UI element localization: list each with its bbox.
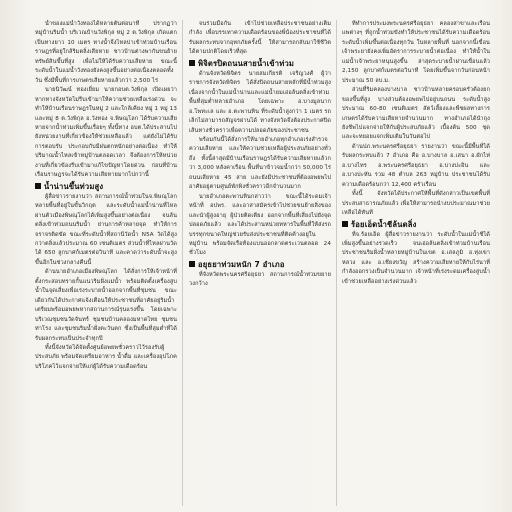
article-column-3 — [342, 20, 490, 508]
bullet-square-icon — [189, 60, 195, 66]
section-heading — [342, 220, 490, 230]
paragraph: น้ำของแม่น้ำวังทองได้หลายตันต่อนาที ปรากฏว่าหมู่บ้านริมน้ำ บริเวณบ้านวังพิกุล หมู่ 2 ต.วังพิกุล เกิดแตกเป็นทางยาว 10 เมตร ทางน้ำจึงไหลบ่าเข้าท่วมบ้านเรือนราษฎรที่อยู่ใกล้ริมตลิ่งเสียหาย ชาวบ้านต่างพากันขนย้ายทรัพย์สินขึ้นที่สูง เพื่อไม่ให้ได้รับความเสียหาย ขณะนี้ระดับน้ำในแม่น้ำวังทองยังคงสูงขึ้นอย่างต่อเนื่องตลอดทั้งวัน ซึ่งมีพื้นที่การเกษตรเสียหายแล้วกว่า 2,500 ไร่ — [35, 21, 177, 84]
bullet-square-icon — [342, 221, 348, 227]
paragraph: จนร่วมมือกัน เข้าไปช่วยเหลือประชาชนอย่างเต็มกำลัง เพื่อบรรเทาความเดือดร้อนของพี่น้องประชาชนที่ได้รับผลกระทบจากอุทกภัยครั้งนี้ ให้สามารถกลับมาใช้ชีวิตได้ตามปกติโดยเร็วที่สุด — [189, 21, 331, 56]
paragraph: ที่ทำการประมงพระนครศรีอยุธยา คลองสาขาและเรือนแพต่างๆ ที่ถูกน้ำท่วมขังทำให้ประชาชนได้รับความเดือดร้อน ระดับน้ำเพิ่มขึ้นต่อเนื่องทุกวัน ในหลายพื้นที่ นอกจากนี้เขื่อนเจ้าพระยายังคงเพิ่มอัตราการระบายน้ำต่อเนื่อง ทำให้น้ำในแม่น้ำเจ้าพระยาหนุนสูงขึ้น ล่าสุดระบายน้ำผ่านเขื่อนแล้ว 2,150 ลูกบาศก์เมตรต่อวินาที โดยเพิ่มขึ้นจากวันก่อนหน้าประมาณ 50 ลบ.ม. — [342, 21, 490, 84]
section-heading — [35, 182, 177, 192]
section-heading-text: อยุธยาท่วมหนัก 7 อำเภอ — [198, 259, 285, 269]
paragraph: นายอำเภอตะพานหินกล่าวว่า ขณะนี้ได้ระดมเจ้าหน้าที่ อปพร. และอาสาสมัครเข้าไปช่วยขนย้ายสิ่งของและนำผู้สูงอายุ ผู้ป่วยติดเตียง ออกจากพื้นที่เสี่ยงไปยังจุดปลอดภัยแล้ว และได้ประสานหน่วยทหารในพื้นที่ให้ส่งรถบรรทุกขนาดใหญ่ช่วยรับส่งประชาชนที่ติดค้างอยู่ในหมู่บ้าน พร้อมจัดเรือท้องแบนออกลาดตระเวนตลอด 24 ชั่วโมง — [189, 193, 331, 257]
column-divider — [182, 20, 183, 506]
paragraph: ส่วนที่ริมคลองบางบาล ชาวบ้านหลายครอบครัวต้องยกของขึ้นที่สูง บางส่วนต้องอพยพไปอยู่บนถนน ระดับน้ำสูงประมาณ 60-80 เซนติเมตร สัตว์เลี้ยงและพืชผลทางการเกษตรได้รับความเสียหายจำนวนมาก ทางอำเภอได้นำถุงยังชีพไปแจกจ่ายให้กับผู้ประสบภัยแล้ว เบื้องต้น 500 ชุด และจะทยอยแจกเพิ่มเติมในวันต่อไป — [342, 87, 490, 141]
column-divider — [336, 20, 337, 506]
paragraph: ผู้สื่อข่าวรายงานว่า สถานการณ์น้ำท่วมในจ.พิษณุโลก หลายพื้นที่อยู่ในขั้นวิกฤต และระดับน้ำแม่น้ำน่านที่ไหลผ่านตัวเมืองพิษณุโลกได้เพิ่มสูงขึ้นอย่างต่อเนื่อง จนล้นตลิ่งเข้าท่วมถนนริมน้ำ ย่านการค้าหลายจุด ทำให้การจราจรติดขัด ขณะที่ระดับน้ำที่สถานีวัดน้ำ N5A วัดได้สูงกว่าตลิ่งแล้วประมาณ 60 เซนติเมตร ส่วนน้ำที่ไหลผ่านวัดได้ 650 ลูกบาศก์เมตรต่อวินาที และคาดว่าระดับน้ำจะสูงขึ้นอีกในช่วงกลางคืนนี้ — [35, 193, 177, 266]
paragraph: ทั้งนี้ จังหวัดได้ประกาศให้พื้นที่ดังกล่าวเป็นเขตพื้นที่ประสบสาธารณภัยแล้ว เพื่อให้สามารถนำงบประมาณมาช่วยเหลือได้ทันที — [342, 191, 490, 217]
paragraph: พร้อมกันนี้ได้สั่งการให้นายอำเภอทุกอำเภอเร่งสำรวจความเสียหาย และให้ความช่วยเหลือผู้ประสบภัยอย่างทั่วถึง ทั้งนี้ล่าสุดมีบ้านเรือนราษฎรได้รับความเสียหายแล้วกว่า 3,000 หลังคาเรือน พื้นที่นาข้าวจมน้ำกว่า 50,000 ไร่ ถนนเสียหาย 45 สาย และยังมีประชาชนที่ต้องอพยพไปอาศัยอยู่ตามศูนย์พักพิงชั่วคราวอีกจำนวนมาก — [189, 136, 331, 191]
article-column-2 — [189, 20, 331, 508]
paragraph: ที่จังหวัดพระนครศรีอยุธยา สถานการณ์น้ำท่วมขยายวงกว้าง — [189, 271, 331, 288]
paragraph: ด้านจังหวัดพิจิตร นายสมเกียรติ เจริญวงศ์ ผู้ว่าราชการจังหวัดพิจิตร ได้สั่งปิดถนนสายหลักที่มีน้ำท่วมสูง เนื่องจากน้ำในแม่น้ำน่านและแม่น้ำยมเอ่อล้นตลิ่งเข้าท่วมพื้นที่ลุ่มต่ำหลายอำเภอ โดยเฉพาะ อ.บางมูลนาก อ.โพทะเล และ อ.ตะพานหิน ที่ระดับน้ำสูงกว่า 1 เมตร รถเล็กไม่สามารถสัญจรผ่านได้ ทางจังหวัดจึงต้องประกาศปิดเส้นทางชั่วคราวเพื่อความปลอดภัยของประชาชน — [189, 70, 331, 134]
section-heading-text: น้ำน่านขึ้นท่วมสูง — [44, 181, 104, 191]
paragraph: ด้านนายอำเภอเมืองพิษณุโลก ได้สั่งการให้เจ้าหน้าที่ตั้งกระสอบทรายกั้นแนวริมฝั่งแม่น้ำ พร้อมติดตั้งเครื่องสูบน้ำในจุดเสี่ยงเพื่อเร่งระบายน้ำออกจากพื้นที่ชุมชน ขณะเดียวกันได้ประกาศแจ้งเตือนให้ประชาชนที่อาศัยอยู่ริมน้ำเตรียมพร้อมอพยพหากสถานการณ์รุนแรงขึ้น โดยเฉพาะบริเวณชุมชนวัดจันทร์ ชุมชนบ้านคลองมหาดไทย ชุมชนท่าโรง และชุมชนริมน้ำฝั่งตะวันตก ซึ่งเป็นพื้นที่ลุ่มต่ำที่ได้รับผลกระทบเป็นประจำทุกปี — [35, 269, 177, 342]
bullet-square-icon — [35, 183, 41, 189]
article-column-1 — [35, 20, 177, 508]
section-heading-text: ร้อยเอ็ดน้ำชีล้นตลิ่ง — [351, 219, 417, 229]
paragraph: ทั้งนี้จังหวัดได้จัดตั้งศูนย์อพยพชั่วคราวไว้รองรับผู้ประสบภัย พร้อมจัดเตรียมอาหาร น้ำดื่ม และเครื่องอุปโภคบริโภคไว้แจกจ่ายให้แก่ผู้ได้รับความเดือดร้อน — [35, 344, 177, 370]
paragraph: ที่จ.ร้อยเอ็ด ผู้สื่อข่าวรายงานว่า ระดับน้ำในแม่น้ำชีได้เพิ่มสูงขึ้นอย่างรวดเร็ว จนเอ่อล้นตลิ่งเข้าท่วมบ้านเรือนประชาชนริมฝั่งน้ำหลายหมู่บ้านในเขต อ.เสลภูมิ อ.ทุ่งเขาหลวง และ อ.เชียงขวัญ สร้างความเสียหายให้กับไร่นาที่กำลังออกรวงเป็นจำนวนมาก เจ้าหน้าที่เร่งระดมเครื่องสูบน้ำเข้าช่วยเหลืออย่างเร่งด่วนแล้ว — [342, 231, 490, 285]
paragraph: ด้านปภ.พระนครศรีอยุธยา รายงานว่า ขณะนี้มีพื้นที่ได้รับผลกระทบแล้ว 7 อำเภอ คือ อ.บางบาล อ.เสนา อ.ผักไห่ อ.บางไทร อ.พระนครศรีอยุธยา อ.บางปะอิน และ อ.บางปะหัน รวม 48 ตำบล 263 หมู่บ้าน ประชาชนได้รับความเดือดร้อนกว่า 12,400 ครัวเรือน — [342, 143, 490, 188]
section-heading — [189, 260, 331, 270]
bullet-square-icon — [189, 261, 195, 267]
section-heading — [189, 59, 331, 69]
section-heading-text: พิจิตรปิดถนนสายน้ำเข้าท่วม — [198, 58, 295, 68]
paragraph: นายนิวัฒน์ ทองเยี่ยม นายกอบต.วังพิกุล เปิดเผยว่า หากทางจังหวัดไม่รีบเข้ามาให้ความช่วยเหลือเร่งด่วน จะทำให้บ้านเรือนราษฎรในหมู่ 2 และใกล้เคียง หมู่ 1 หมู่ 13 และหมู่ 8 ต.วังพิกุล อ.วังทอง จ.พิษณุโลก ได้รับความเสียหายจากน้ำท่วมเพิ่มขึ้นเรื่อยๆ ทั้งนี้ทาง อบต.ได้ประสานไปยังหน่วยงานที่เกี่ยวข้องให้ช่วยเหลือแล้ว แต่ยังไม่ได้รับการตอบรับ ประกอบกับมีฝนตกหนักอย่างต่อเนื่อง ทำให้ปริมาณน้ำไหลเข้าหมู่บ้านตลอดเวลา จึงต้องการให้หน่วยงานที่เกี่ยวข้องรีบเข้ามาแก้ไขปัญหาโดยด่วน ก่อนที่บ้านเรือนราษฎรจะได้รับความเสียหายมากไปกว่านี้ — [35, 87, 177, 179]
